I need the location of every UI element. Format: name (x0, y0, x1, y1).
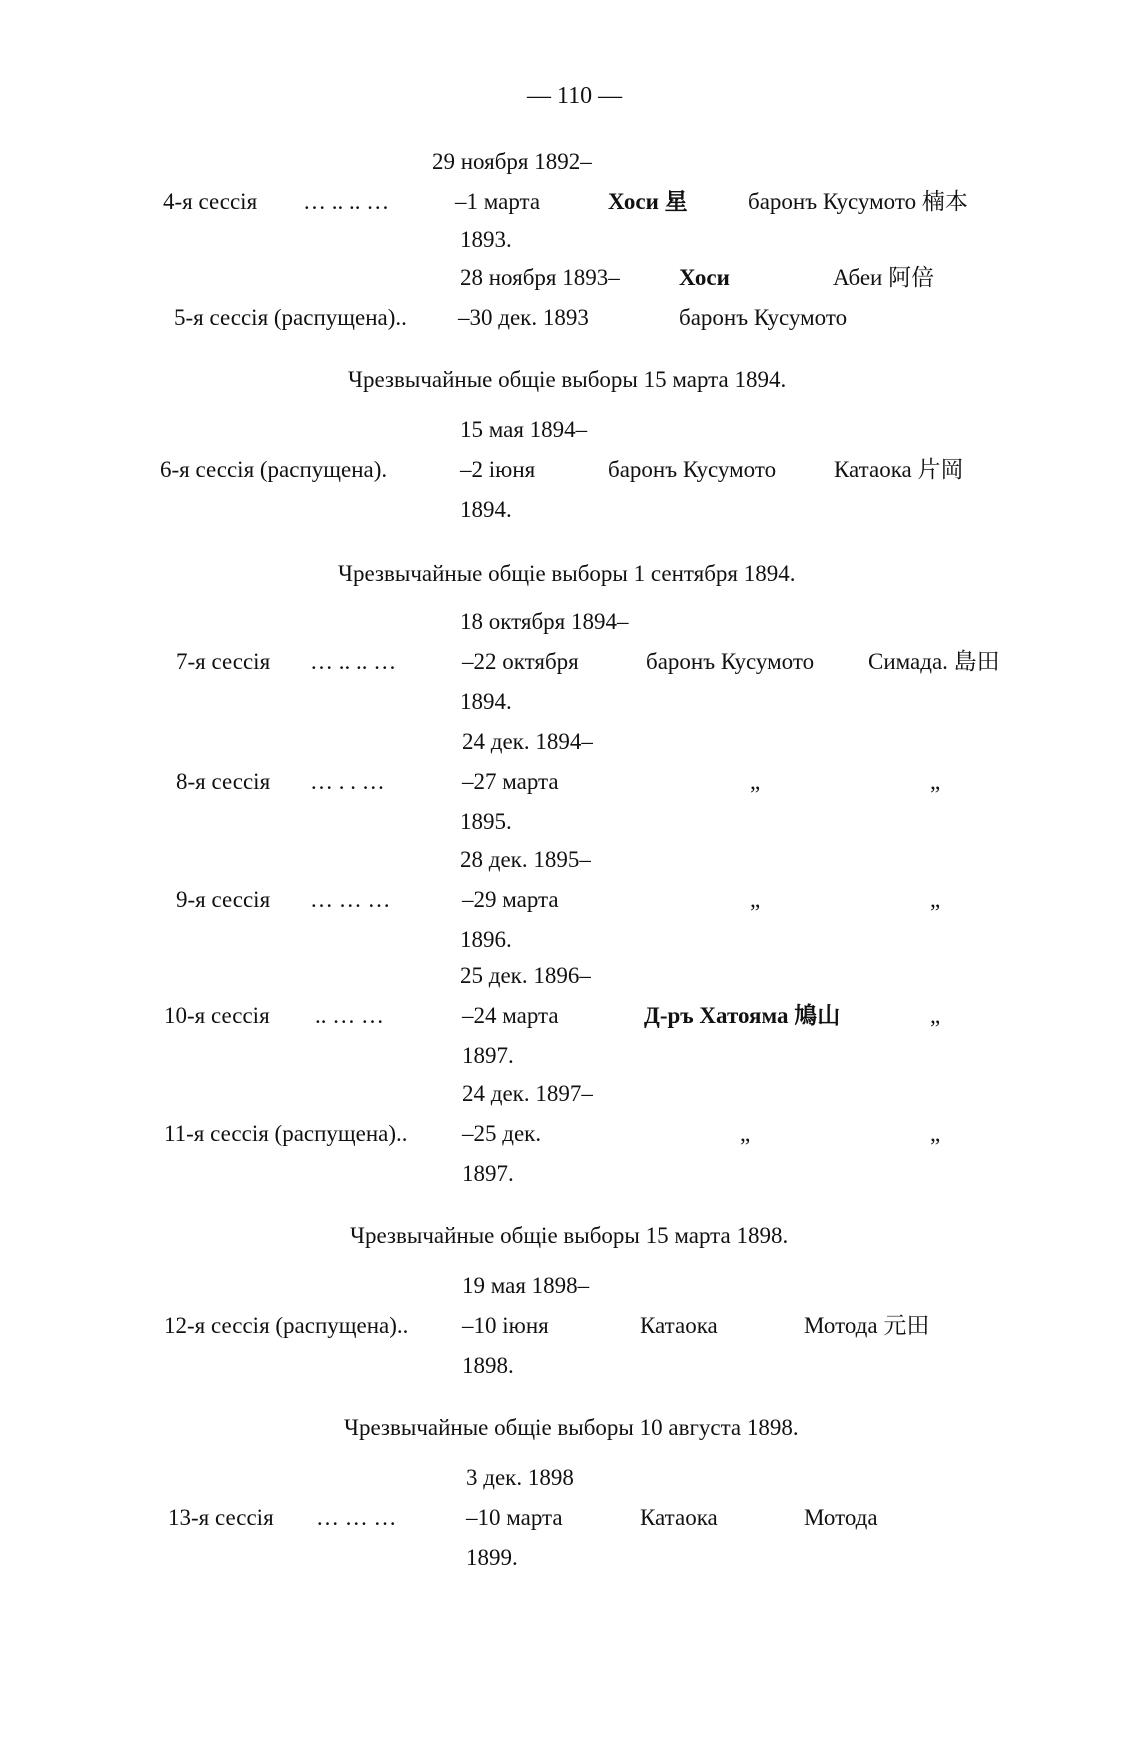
leader-dots: … .. .. … (310, 649, 397, 674)
president: баронъ Кусумото (608, 457, 777, 482)
ditto-mark: „ (750, 769, 761, 794)
date-end: –25 дек. (462, 1121, 542, 1146)
session-label: 6-я сессія (распущена). (160, 457, 388, 482)
ditto-mark: „ (930, 887, 941, 912)
date-start: 24 дек. 1897– (462, 1081, 593, 1106)
election-heading: Чрезвычайные общіе выборы 15 марта 1894. (348, 367, 787, 392)
date-start: 19 мая 1898– (462, 1273, 590, 1298)
date-start: 3 дек. 1898 (466, 1465, 574, 1490)
president: Хоси (679, 265, 730, 290)
election-heading: Чрезвычайные общіе выборы 10 августа 1898. (344, 1415, 799, 1440)
session-label: 8-я сессія (176, 769, 271, 794)
leader-dots: .. … … (315, 1003, 384, 1028)
date-end: –1 марта (455, 189, 541, 214)
date-year: 1894. (460, 689, 512, 714)
date-year: 1897. (462, 1161, 514, 1186)
leader-dots: … . . … (310, 769, 385, 794)
vice-president: Симада. 島田 (868, 649, 1000, 674)
session-label: 9-я сессія (176, 887, 271, 912)
date-end: –10 іюня (462, 1313, 549, 1338)
session-label: 11-я сессія (распущена).. (164, 1121, 408, 1146)
page-number: — 110 — (527, 83, 623, 109)
date-end: –29 марта (462, 887, 559, 912)
date-end: –10 марта (466, 1505, 563, 1530)
date-end: –27 марта (462, 769, 559, 794)
date-start: 28 ноября 1893– (460, 265, 620, 290)
ditto-mark: „ (740, 1121, 751, 1146)
election-heading: Чрезвычайные общіе выборы 15 марта 1898. (350, 1223, 789, 1248)
date-start: 28 дек. 1895– (460, 847, 591, 872)
president: Хоси 星 (608, 189, 688, 214)
date-year: 1899. (466, 1545, 518, 1570)
session-label: 12-я сессія (распущена).. (164, 1313, 409, 1338)
ditto-mark: „ (750, 887, 761, 912)
leader-dots: … … … (316, 1505, 397, 1530)
vice-president: Мотода (804, 1505, 878, 1530)
date-start: 18 октября 1894– (460, 609, 629, 634)
president: Катаока (640, 1505, 718, 1530)
vice-president: Мотода 元田 (804, 1313, 930, 1338)
date-start: 24 дек. 1894– (462, 729, 593, 754)
president: Катаока (640, 1313, 718, 1338)
date-year: 1898. (462, 1353, 514, 1378)
date-year: 1894. (460, 497, 512, 522)
president: Д-ръ Хатояма 鳩山 (644, 1003, 841, 1028)
ditto-mark: „ (930, 1121, 941, 1146)
date-end: –24 марта (462, 1003, 559, 1028)
date-year: 1896. (460, 927, 512, 952)
ditto-mark: „ (930, 769, 941, 794)
leader-dots: … .. .. … (303, 189, 390, 214)
date-start: 15 мая 1894– (460, 417, 588, 442)
leader-dots: … … … (310, 887, 391, 912)
president: баронъ Кусумото (646, 649, 815, 674)
election-heading: Чрезвычайные общіе выборы 1 сентября 1894. (338, 561, 796, 586)
session-label: 5-я сессія (распущена).. (174, 305, 407, 330)
date-end: –22 октября (462, 649, 579, 674)
session-label: 13-я сессія (168, 1505, 274, 1530)
vice-president: баронъ Кусумото 楠本 (748, 189, 968, 214)
ditto-mark: „ (930, 1003, 941, 1028)
session-label: 10-я сессія (164, 1003, 270, 1028)
session-label: 4-я сессія (163, 189, 258, 214)
date-start: 25 дек. 1896– (460, 963, 591, 988)
date-start: 29 ноября 1892– (432, 149, 592, 174)
date-year: 1895. (460, 809, 512, 834)
date-year: 1893. (460, 227, 512, 252)
date-end: –2 іюня (460, 457, 536, 482)
vice-president: Катаока 片岡 (834, 457, 964, 482)
date-end: –30 дек. 1893 (458, 305, 589, 330)
president-second: баронъ Кусумото (679, 305, 848, 330)
session-label: 7-я сессія (176, 649, 271, 674)
date-year: 1897. (462, 1043, 514, 1068)
vice-president: Абеи 阿倍 (833, 265, 935, 290)
